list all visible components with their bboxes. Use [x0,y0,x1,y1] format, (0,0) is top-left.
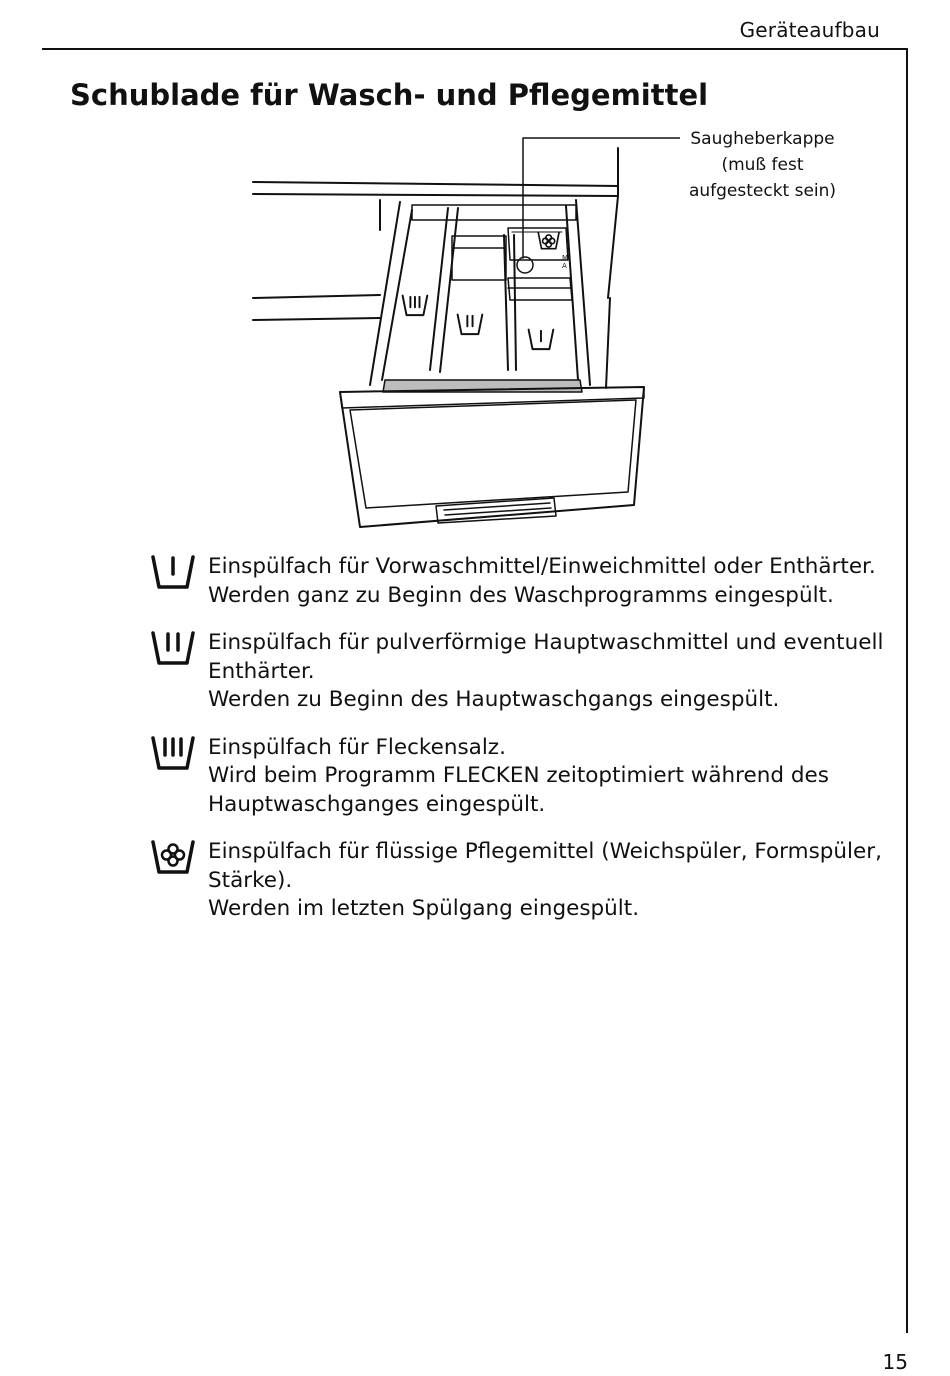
fabric-softener-compartment-icon [150,839,196,877]
page-number: 15 [882,1350,908,1374]
drawer-back-wall [412,205,576,220]
cup-step [452,236,506,280]
callout-label [675,126,850,204]
section-header: Geräteaufbau [739,18,880,42]
legend-text: Hauptwaschganges eingespült. [208,791,546,817]
header-rule [42,48,908,50]
legend-text: Stärke). [208,867,293,893]
drawing-main-wash-symbol [458,315,483,335]
legend-item-stain-salt [150,734,880,820]
main-wash-compartment-icon [150,630,196,668]
page-title: Schublade für Wasch- und Pflegemittel [70,78,709,112]
detergent-drawer-illustration [240,130,680,535]
stain-salt-compartment-icon [150,735,196,773]
compartment-divider [430,208,516,372]
prewash-compartment-icon [150,554,196,592]
legend-item-prewash [150,553,880,610]
legend-list [150,553,884,943]
side-rule [906,48,908,1333]
max-marking-m: M [562,254,569,262]
legend-text: Werden zu Beginn des Hauptwaschgangs eingespült. [208,687,780,712]
stain-cup [508,278,572,300]
callout-line: (muß fest [721,155,804,175]
legend-text: Werden im letzten Spülgang eingespült. [208,896,640,921]
legend-item-main-wash [150,629,884,715]
legend-text: Wird beim Programm FLECKEN zeitoptimiert während des [208,763,829,788]
legend-text: Einspülfach für Vorwaschmittel/Einweichmittel oder Enthärter. [208,554,876,579]
drawing-stain-symbol [403,296,428,316]
callout-line: Saugheberkappe [690,129,835,149]
legend-text: Werden ganz zu Beginn des Waschprogramms eingespült. [208,582,834,608]
drawing-prewash-symbol [529,330,554,350]
legend-text: Enthärter. [208,658,315,684]
legend-text: Einspülfach für Fleckensalz. [208,734,506,760]
max-marking-a: A [562,262,567,270]
drawer-front [340,387,644,527]
legend-text: Einspülfach für pulverförmige Hauptwaschmittel und eventuell [208,630,884,655]
drawer-front-inner [350,400,636,508]
callout-line: aufgesteckt sein) [688,181,837,201]
legend-item-fabric-softener [150,838,880,924]
drawing-softener-symbol [538,232,559,249]
legend-text: Einspülfach für flüssige Pflegemittel (Weichspüler, Formspüler, [208,839,882,864]
